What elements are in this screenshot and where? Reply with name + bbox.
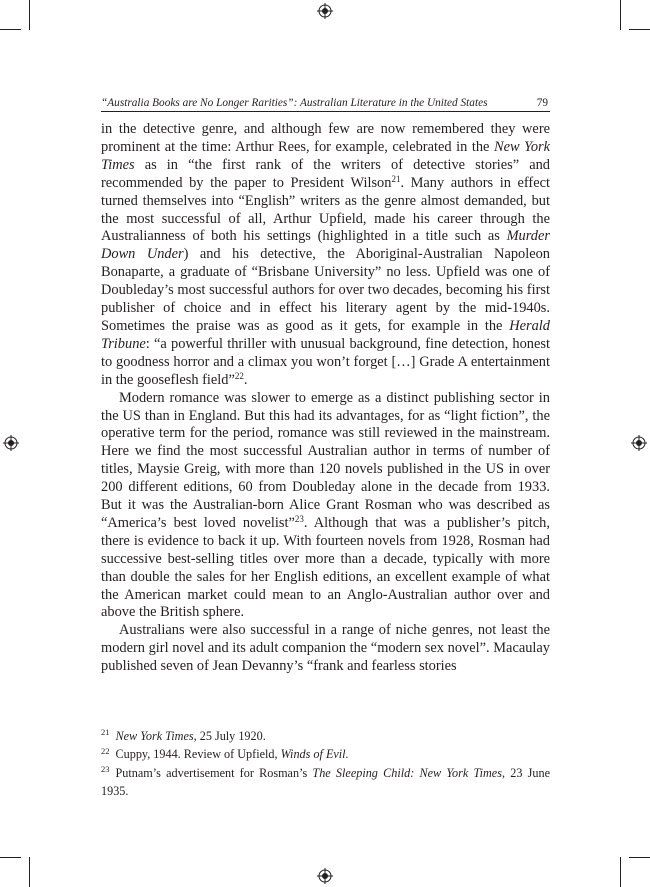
registration-mark-icon [317,3,333,19]
crop-mark [29,0,30,30]
text-run: Australians were also successful in a range of niche genres, not least the modern girl novel and its adult companion the “modern sex novel”. Macaulay published seven of Jean Devanny’s “frank and fearless stories [101,622,550,675]
footnote-number: 23 [101,764,110,775]
footnote-text: Cuppy, 1944. Review of Upfield, [115,747,281,762]
text-run: Modern romance was slower to emerge as a distinct publishing sector in the US than in England. But this had its advantages, for as “light fiction”, the operative term for the period, romance was still reviewed in the mainstream. Here we find the most successful Australian author in terms of number of titles, Maysie Greig, with more than 120 novels published in the US in over 200 different editions, 60 from Doubleday alone in the decade from 1933. But it was the Australian-born Alice Grant Rosman who was described as “America’s best loved novelist” [101,389,550,531]
footnote-number: 21 [101,727,110,738]
italic-title: Herald Tribune [101,317,550,352]
text-run: as in “the first rank of the writers of detective stories” and recommended by the paper to President Wilson [101,156,550,191]
crop-mark [0,29,21,30]
running-head [101,96,550,112]
paragraph [101,390,550,623]
text-run: . Many authors in effect turned themselves into “English” writers as the genre almost demanded, but the most successful of all, Arthur Upfield, made his career through the Australianness of both his settings (highlighted in a title such as [101,174,550,245]
page-number: 79 [536,97,548,109]
crop-mark [629,857,650,858]
text-run: in the detective genre, and although few are now remembered they were prominent at the time: Arthur Rees, for example, celebrated in the [101,121,550,155]
running-head-title: “Australia Books are No Longer Rarities”: Australian Literature in the United States [101,97,488,109]
footnote-ref[interactable]: 22 [234,370,244,381]
crop-mark [620,857,621,887]
footnote-text: Putnam’s advertisement for Rosman’s [115,765,313,780]
footnote [101,745,550,763]
footnote-ref[interactable]: 21 [391,173,401,184]
footnote [101,727,550,745]
text-run: . Although that was a publisher’s pitch, there is evidence to back it up. With fourteen novels from 1928, Rosman had successive best-selling titles over more than a decade, typically with more than double the sales for her English editions, an excellent example of what the American market could mean to an Anglo-Australian author over and above the British sphere. [101,514,550,621]
footnote-text: , 25 July 1920. [193,729,266,743]
footnote-number: 22 [101,745,110,756]
registration-mark-icon [3,435,19,451]
paragraph [101,121,550,390]
body-text [101,121,550,676]
footnote-italic: New York Times [115,729,194,743]
footnotes [101,727,550,801]
italic-title: Murder Down Under [101,228,550,263]
footnote-text: , 23 June 1935. [101,765,550,799]
crop-mark [620,0,621,30]
crop-mark [0,857,21,858]
footnote-ref[interactable]: 23 [294,514,304,524]
text-run: . [243,371,248,388]
italic-title: New York Times [101,138,551,173]
text-run: ) and his detective, the Aboriginal-Australian Napoleon Bonaparte, a graduate of “Brisbane University” no less. Upfield was one of Doubleday’s most successful authors for over two decades, becoming his first publisher of choice and in effect his literary agent by the mid-1940s. Sometimes the praise was as good as it gets, for example in the [101,246,550,334]
paragraph [101,622,550,676]
footnote-italic: Winds of Evil. [280,747,349,762]
footnote-italic: The Sleeping Child: New York Times [312,765,502,780]
footnote [101,764,550,801]
registration-mark-icon [631,435,647,451]
crop-mark [629,29,650,30]
registration-mark-icon [317,868,333,884]
text-run: : “a powerful thriller with unusual background, fine detection, honest to goodness horror and a climax you won’t forget […] Grade A entertainment in the gooseflesh field” [101,335,550,388]
crop-mark [29,857,30,887]
